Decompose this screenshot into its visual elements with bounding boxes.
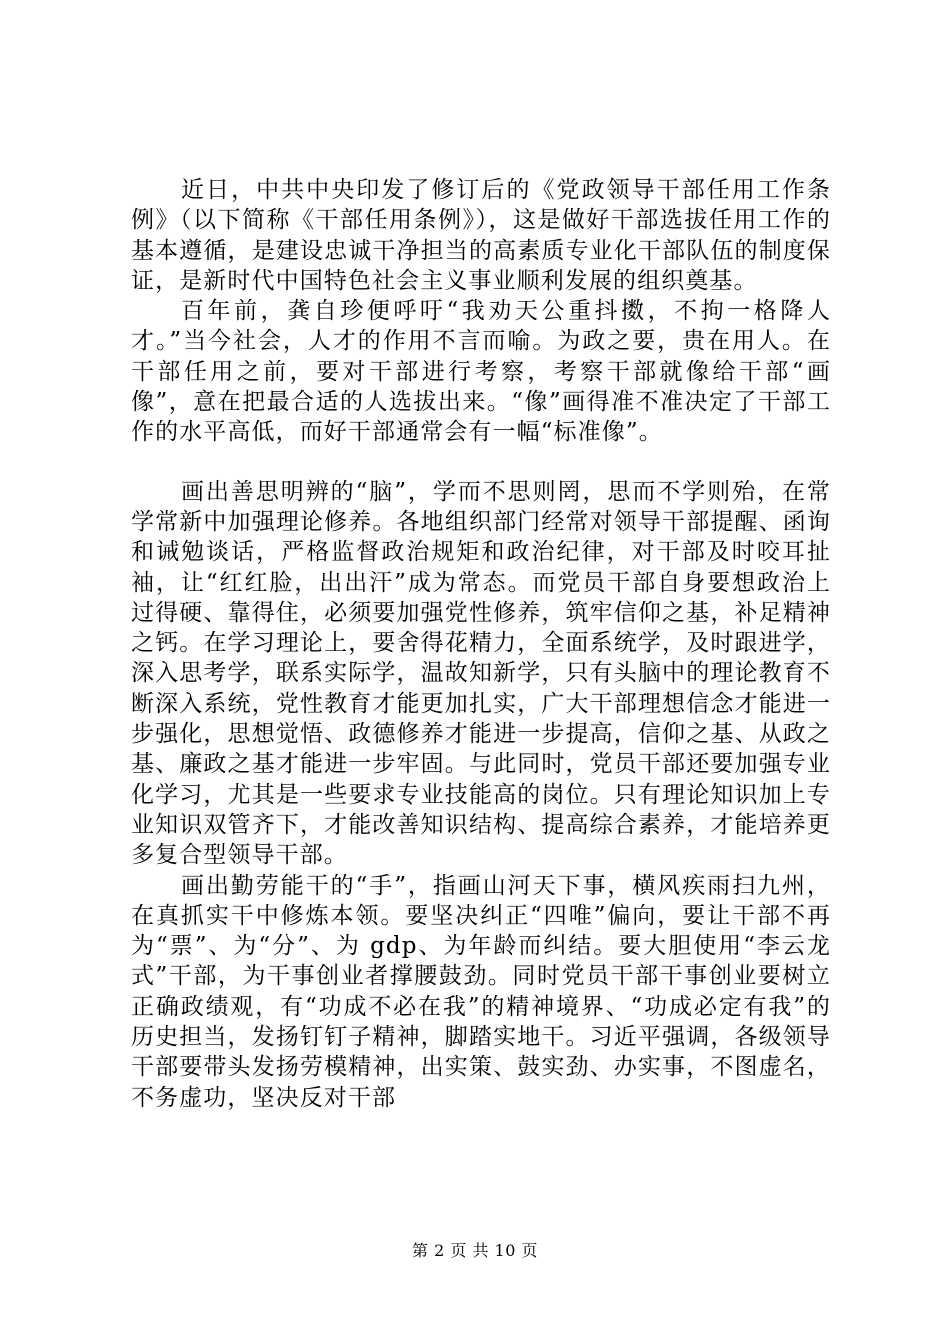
paragraph-hand: 画出勤劳能干的“手”，指画山河天下事，横风疾雨扫九州，在真抓实干中修炼本领。要坚决纠正“四唯”偏向，要让干部不再为“票”、为“分”、为 gdp、为年龄而纠结。要大胆使用“李云龙式”干部，为干事创业者撑腰鼓劲。同时党员干部干事创业要树立正确政绩观，有“功成不必在我”的精神境界、“功成必定有我”的历史担当，发扬钉钉子精神，脚踏实地干。习近平强调，各级领导干部要带头发扬劳模精神，出实策、鼓实劲、办实事，不图虚名，不务虚功，坚决反对干部 (131, 872, 831, 1111)
page-number-footer: 第 2 页 共 10 页 (412, 1241, 538, 1260)
paragraph-brain: 画出善思明辨的“脑”，学而不思则罔，思而不学则殆，在常学常新中加强理论修养。各地组织部门经常对领导干部提醒、函询和诫勉谈话，严格监督政治规矩和政治纪律，对干部及时咬耳扯袖，让“红红脸，出出汗”成为常态。而党员干部自身要想政治上过得硬、靠得住，必须要加强党性修养，筑牢信仰之基，补足精神之钙。在学习理论上，要舍得花精力，全面系统学，及时跟进学，深入思考学，联系实际学，温故知新学，只有头脑中的理论教育不断深入系统，党性教育才能更加扎实，广大干部理想信念才能进一步强化，思想觉悟、政德修养才能进一步提高，信仰之基、从政之基、廉政之基才能进一步牢固。与此同时，党员干部还要加强专业化学习，尤其是一些要求专业技能高的岗位。只有理论知识加上专业知识双管齐下，才能改善知识结构、提高综合素养，才能培养更多复合型领导干部。 (131, 478, 831, 869)
document-body (131, 175, 831, 1113)
paragraph-intro: 近日，中共中央印发了修订后的《党政领导干部任用工作条例》（以下简称《干部任用条例》），这是做好干部选拔任用工作的基本遵循，是建设忠诚干净担当的高素质专业化干部队伍的制度保证，是新时代中国特色社会主义事业顺利发展的组织奠基。 (131, 177, 831, 294)
paragraph-gong-zizhen: 百年前，龚自珍便呼吁“我劝天公重抖擞，不拘一格降人才。”当今社会，人才的作用不言而喻。为政之要，贵在用人。在干部任用之前，要对干部进行考察，考察干部就像给干部“画像”，意在把最合适的人选拔出来。“像”画得准不准决定了干部工作的水平高低，而好干部通常会有一幅“标准像”。 (131, 298, 831, 446)
